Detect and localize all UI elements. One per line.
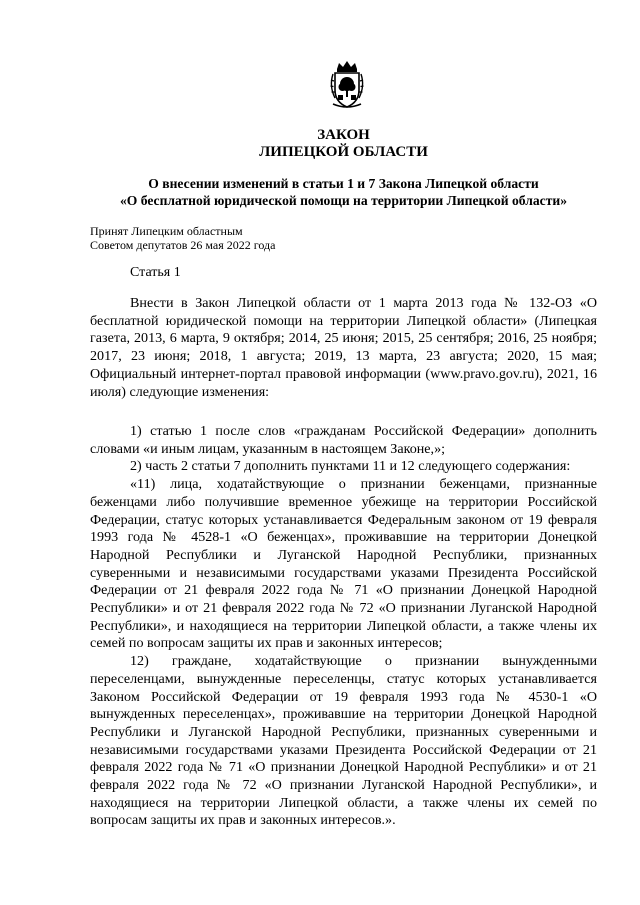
new-point-12: 12) граждане, ходатайствующие о признании вынужденными переселенцами, вынужденные переселенцы, статус которых устанавливается Законом Российской Федерации от 19 февраля 1993 года № 4530-1 «О вынужденных переселенцах», проживавшие на территории Донецкой Народной Республики и Луганской Народной Республики, признанных суверенными и независимыми государствами указами Президента Российской Федерации от 21 февраля 2022 года № 71 «О признании Донецкой Народной Республики» и от 21 февраля 2022 года № 72 «О признании Луганской Народной Республики», и находящиеся на территории Липецкой области, а также члены их семей по вопросам защиты их прав и законных интересов.». — [90, 653, 597, 829]
article-label: Статья 1 — [130, 265, 181, 280]
adoption-note-line1: Принят Липецким областным — [90, 224, 243, 238]
article-body-intro — [90, 295, 597, 401]
adoption-note-line2: Советом депутатов 26 мая 2022 года — [90, 238, 276, 252]
document-heading-line1: О внесении изменений в статьи 1 и 7 Закона Липецкой области — [148, 176, 539, 191]
amendment-item-1: 1) статью 1 после слов «гражданам Российской Федерации» дополнить словами «и иным лицам, указанным в настоящем Законе,»; — [90, 423, 597, 457]
intro-paragraph: Внести в Закон Липецкой области от 1 марта 2013 года № 132-ОЗ «О бесплатной юридической помощи на территории Липецкой области» (Липецкая газета, 2013, 6 марта, 9 октября; 2014, 25 июня; 2015, 25 сентября; 2016, 25 ноября; 2017, 23 июня; 2018, 1 августа; 2019, 13 марта, 23 августа; 2020, 15 мая; Официальный интернет-портал правовой информации (www.pravo.gov.ru), 2021, 16 июля) следующие изменения: — [90, 295, 597, 400]
lipetsk-coat-of-arms-icon — [327, 60, 367, 110]
law-title: ЗАКОН — [317, 127, 370, 143]
amendment-item-2: 2) часть 2 статьи 7 дополнить пунктами 11 и 12 следующего содержания: — [130, 458, 571, 475]
document-page — [90, 0, 597, 905]
document-heading-line2: «О бесплатной юридической помощи на территории Липецкой области» — [119, 193, 568, 208]
new-point-11: «11) лица, ходатайствующие о признании беженцами, признанные беженцами либо получившие временное убежище на территории Российской Федерации, статус которых устанавливается Федеральным законом от 19 февраля 1993 года № 4528-1 «О беженцах», проживавшие на территории Донецкой Народной Республики и Луганской Народной Республики, признанных суверенными и независимыми государствами указами Президента Российской Федерации от 21 февраля 2022 года № 71 «О признании Донецкой Народной Республики» и от 21 февраля 2022 года № 72 «О признании Луганской Народной Республики», и находящиеся на территории Липецкой области, а также члены их семей по вопросам защиты их прав и законных интересов; — [90, 476, 597, 652]
article-body-amendments — [90, 423, 597, 830]
law-region: ЛИПЕЦКОЙ ОБЛАСТИ — [259, 144, 428, 160]
